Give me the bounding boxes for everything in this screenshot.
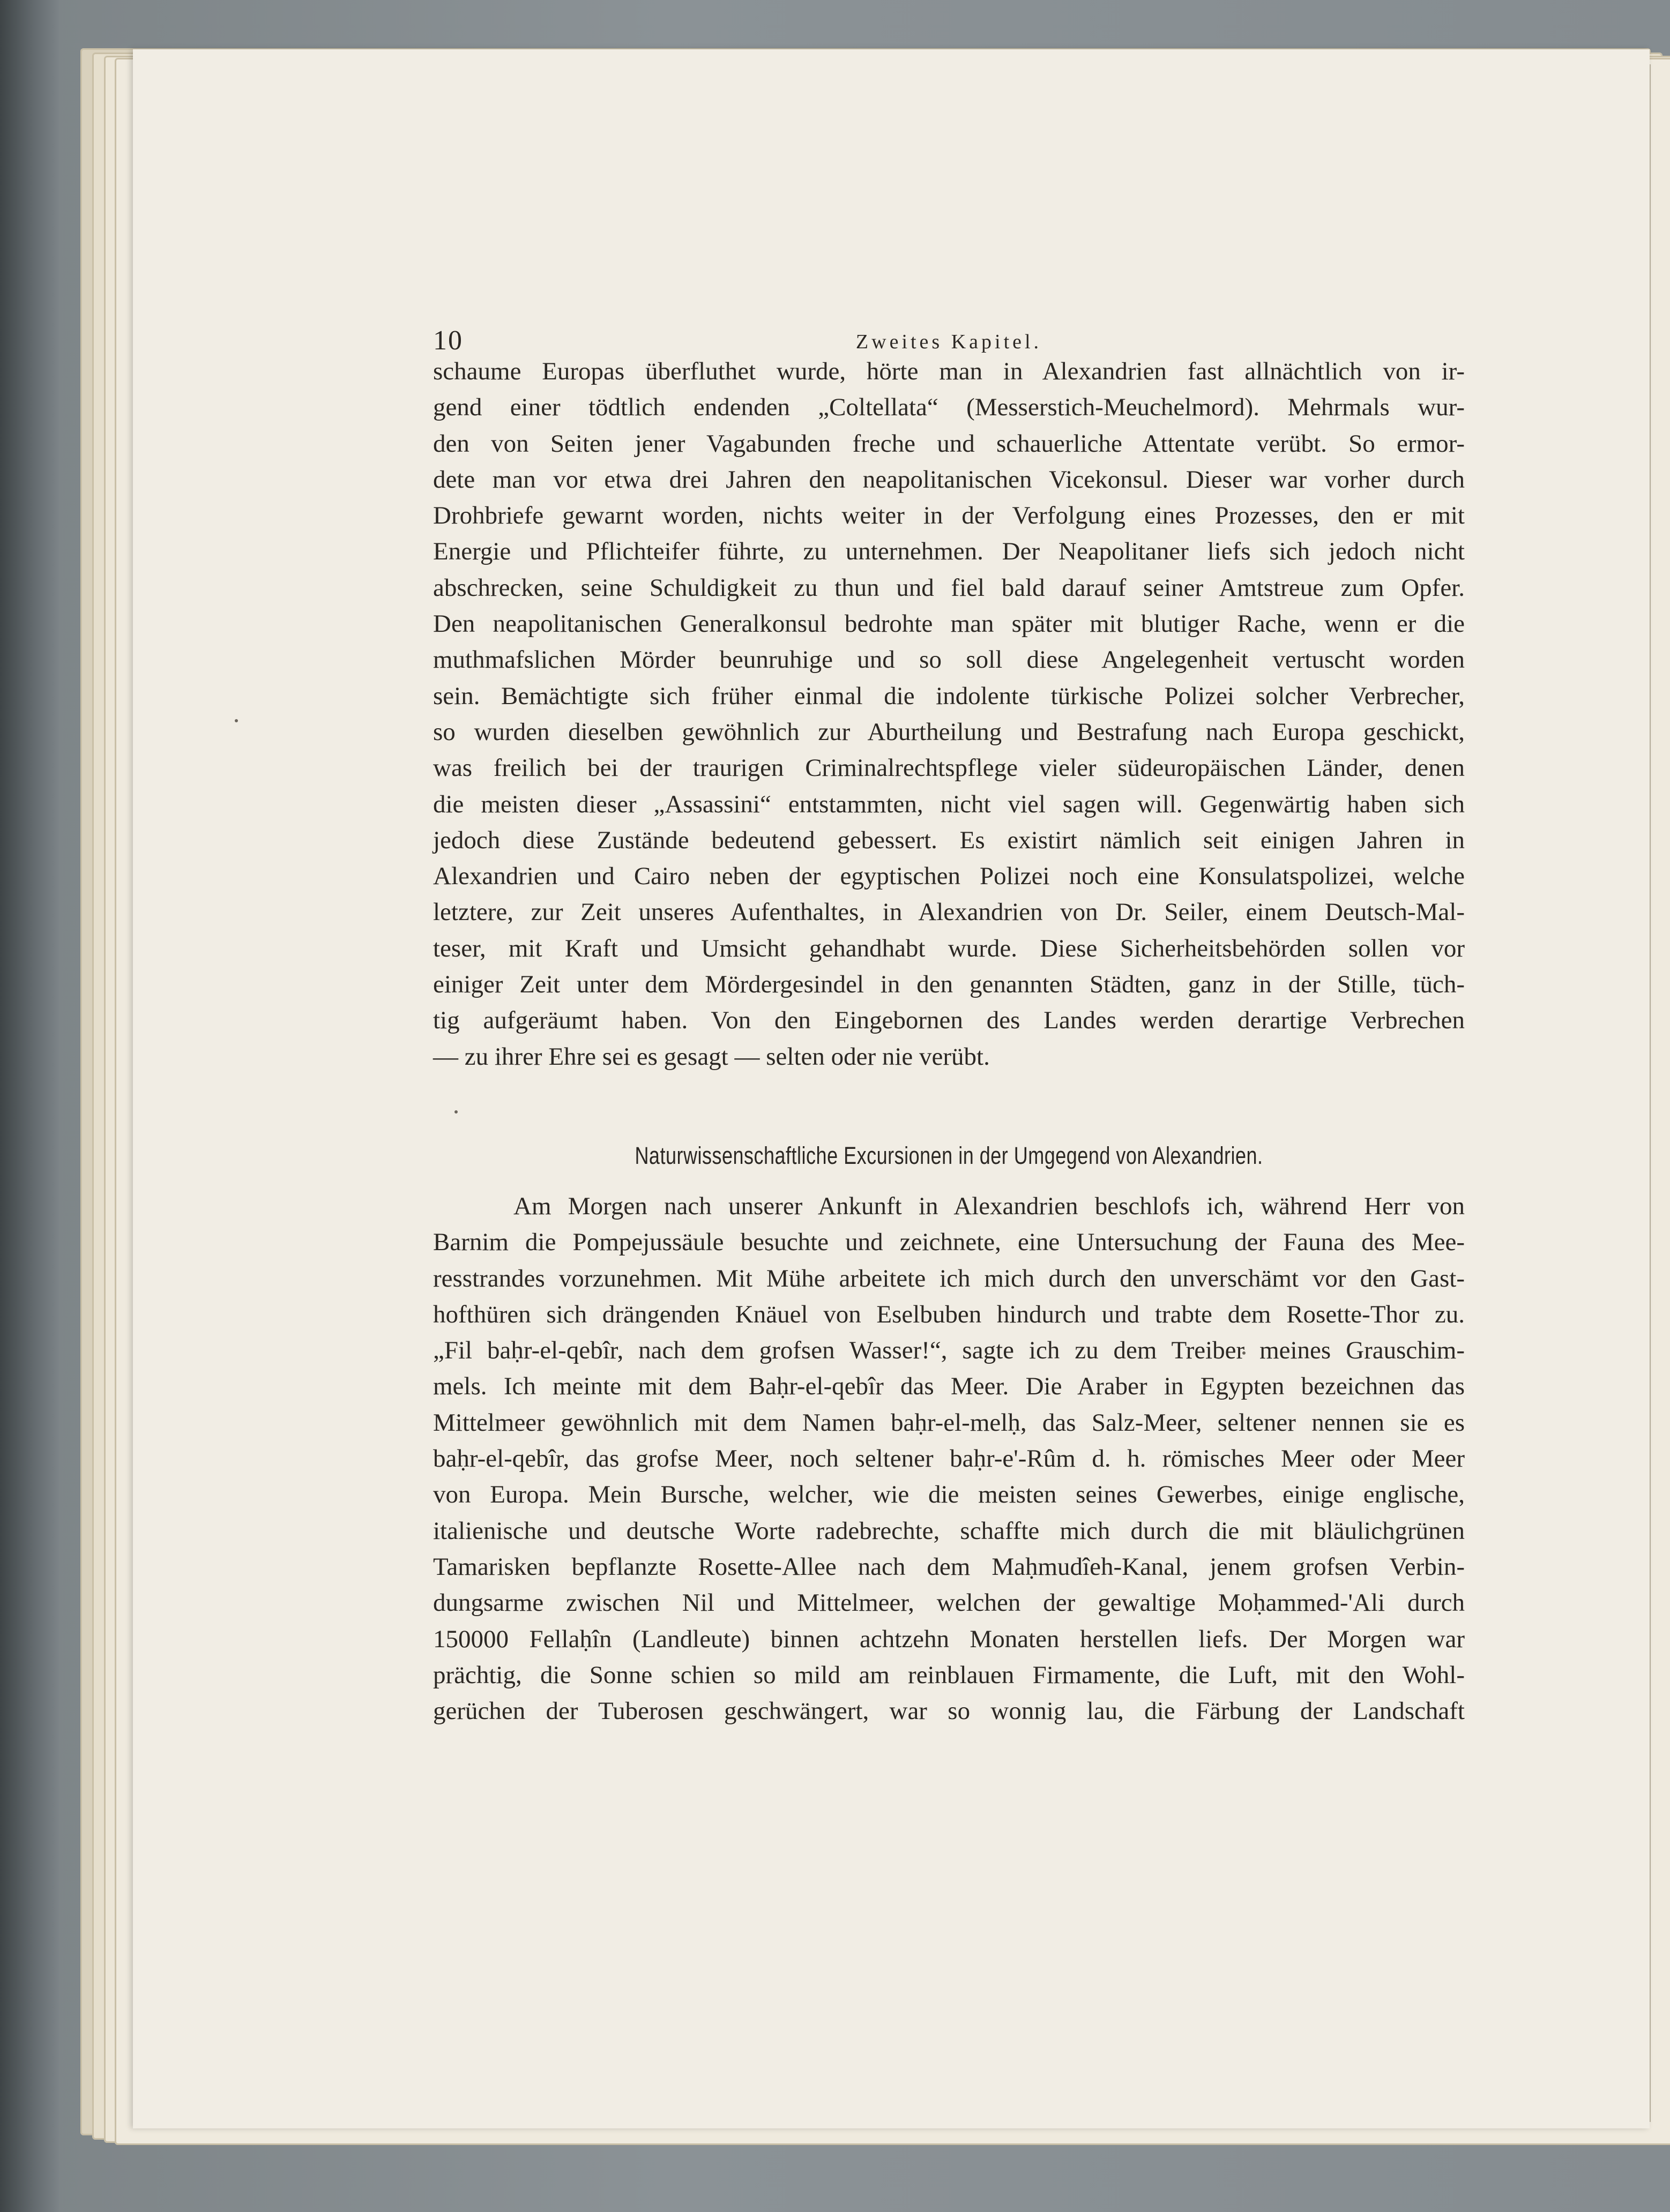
- text-line: Den neapolitanischen Generalkonsul bedrohte man später mit blutiger Rache, wenn er die: [433, 610, 1465, 638]
- section-title: Naturwissenschaftliche Excursionen in der Umgegend von Alexandrien.: [635, 1141, 1263, 1169]
- text-line: dete man vor etwa drei Jahren den neapolitanischen Vicekonsul. Dieser war vorher durch: [433, 465, 1465, 494]
- text-line: schaume Europas überfluthet wurde, hörte man in Alexandrien fast allnächtlich von ir-: [433, 357, 1465, 385]
- text-line: Tamarisken bepflanzte Rosette-Allee nach dem Maḥmudîeh-Kanal, jenem grofsen Verbin-: [433, 1552, 1465, 1581]
- text-block: [433, 300, 1465, 1729]
- text-line: Energie und Pflichteifer führte, zu unternehmen. Der Neapolitaner liefs sich jedoch nicht: [433, 537, 1465, 566]
- text-line: prächtig, die Sonne schien so mild am reinblauen Firmamente, die Luft, mit den Wohl-: [433, 1661, 1465, 1689]
- page-number: 10: [433, 325, 463, 356]
- text-line: baḥr-el-qebîr, das grofse Meer, noch seltener baḥr-e'-Rûm d. h. römisches Meer oder Meer: [433, 1445, 1465, 1473]
- text-line: den von Seiten jener Vagabunden freche und schauerliche Attentate verübt. So ermor-: [433, 429, 1465, 458]
- text-line: von Europa. Mein Bursche, welcher, wie die meisten seines Gewerbes, einige englische,: [433, 1481, 1465, 1509]
- text-line: teser, mit Kraft und Umsicht gehandhabt wurde. Diese Sicherheitsbehörden sollen vor: [433, 934, 1465, 962]
- text-line: was freilich bei der traurigen Criminalrechtspflege vieler südeuropäischen Länder, denen: [433, 754, 1465, 782]
- text-line: hofthüren sich drängenden Knäuel von Eselbuben hindurch und trabte dem Rosette-Thor zu.: [433, 1300, 1465, 1328]
- paragraph-2: [433, 1189, 1465, 1729]
- text-line: gerüchen der Tuberosen geschwängert, war so wonnig lau, die Färbung der Landschaft: [433, 1697, 1465, 1725]
- chapter-title: Zweites Kapitel.: [855, 331, 1042, 353]
- text-line: resstrandes vorzunehmen. Mit Mühe arbeitete ich mich durch den unverschämt vor den Gast-: [433, 1264, 1465, 1292]
- text-line: Mittelmeer gewöhnlich mit dem Namen baḥr-el-melḥ, das Salz-Meer, seltener nennen sie es: [433, 1408, 1465, 1437]
- text-line: Alexandrien und Cairo neben der egyptischen Polizei noch eine Konsulatspolizei, welche: [433, 862, 1465, 891]
- text-line: sein. Bemächtigte sich früher einmal die indolente türkische Polizei solcher Verbrecher,: [433, 682, 1465, 710]
- text-line: Barnim die Pompejussäule besuchte und zeichnete, eine Untersuchung der Fauna des Mee-: [433, 1228, 1465, 1257]
- text-line: italienische und deutsche Worte radebrechte, schaffte mich durch die mit bläulichgrünen: [433, 1516, 1465, 1545]
- text-line: 150000 Fellaḥîn (Landleute) binnen achtzehn Monaten herstellen liefs. Der Morgen war: [433, 1625, 1465, 1653]
- paper-speck: [235, 719, 238, 722]
- text-line: Drohbriefe gewarnt worden, nichts weiter in der Verfolgung eines Prozesses, den er mit: [433, 502, 1465, 530]
- text-line: mels. Ich meinte mit dem Baḥr-el-qebîr das Meer. Die Araber in Egypten bezeichnen das: [433, 1372, 1465, 1401]
- text-line: tig aufgeräumt haben. Von den Eingebornen des Landes werden derartige Verbrechen: [433, 1006, 1465, 1035]
- book-spine-edge: [0, 0, 59, 2212]
- text-line: einiger Zeit unter dem Mördergesindel in den genannten Städten, ganz in der Stille, tüch-: [433, 970, 1465, 999]
- text-line: die meisten dieser „Assassini“ entstammten, nicht viel sagen will. Gegenwärtig haben sich: [433, 790, 1465, 818]
- running-head: [433, 300, 1465, 354]
- text-line: abschrecken, seine Schuldigkeit zu thun und fiel bald darauf seiner Amtstreue zum Opfer.: [433, 573, 1465, 602]
- text-line: gend einer tödtlich endenden „Coltellata“ (Messerstich-Meuchelmord). Mehrmals wur-: [433, 393, 1465, 422]
- text-line: muthmafslichen Mörder beunruhige und so soll diese Angelegenheit vertuscht worden: [433, 646, 1465, 674]
- text-line: letztere, zur Zeit unseres Aufenthaltes, in Alexandrien von Dr. Seiler, einem Deutsch-Mal-: [433, 898, 1465, 926]
- paragraph-1: [433, 354, 1465, 1075]
- text-line: jedoch diese Zustände bedeutend gebessert. Es existirt nämlich seit einigen Jahren in: [433, 826, 1465, 854]
- text-line: dungsarme zwischen Nil und Mittelmeer, welchen der gewaltige Moḥammed-'Ali durch: [433, 1589, 1465, 1617]
- text-line: — zu ihrer Ehre sei es gesagt — selten oder nie verübt.: [433, 1042, 990, 1071]
- text-line: so wurden dieselben gewöhnlich zur Aburtheilung und Bestrafung nach Europa geschickt,: [433, 718, 1465, 746]
- text-line: Am Morgen nach unserer Ankunft in Alexandrien beschlofs ich, während Herr von: [513, 1192, 1465, 1220]
- text-line: „Fil baḥr-el-qebîr, nach dem grofsen Wasser!“, sagte ich zu dem Treiber meines Grauschim-: [433, 1336, 1465, 1365]
